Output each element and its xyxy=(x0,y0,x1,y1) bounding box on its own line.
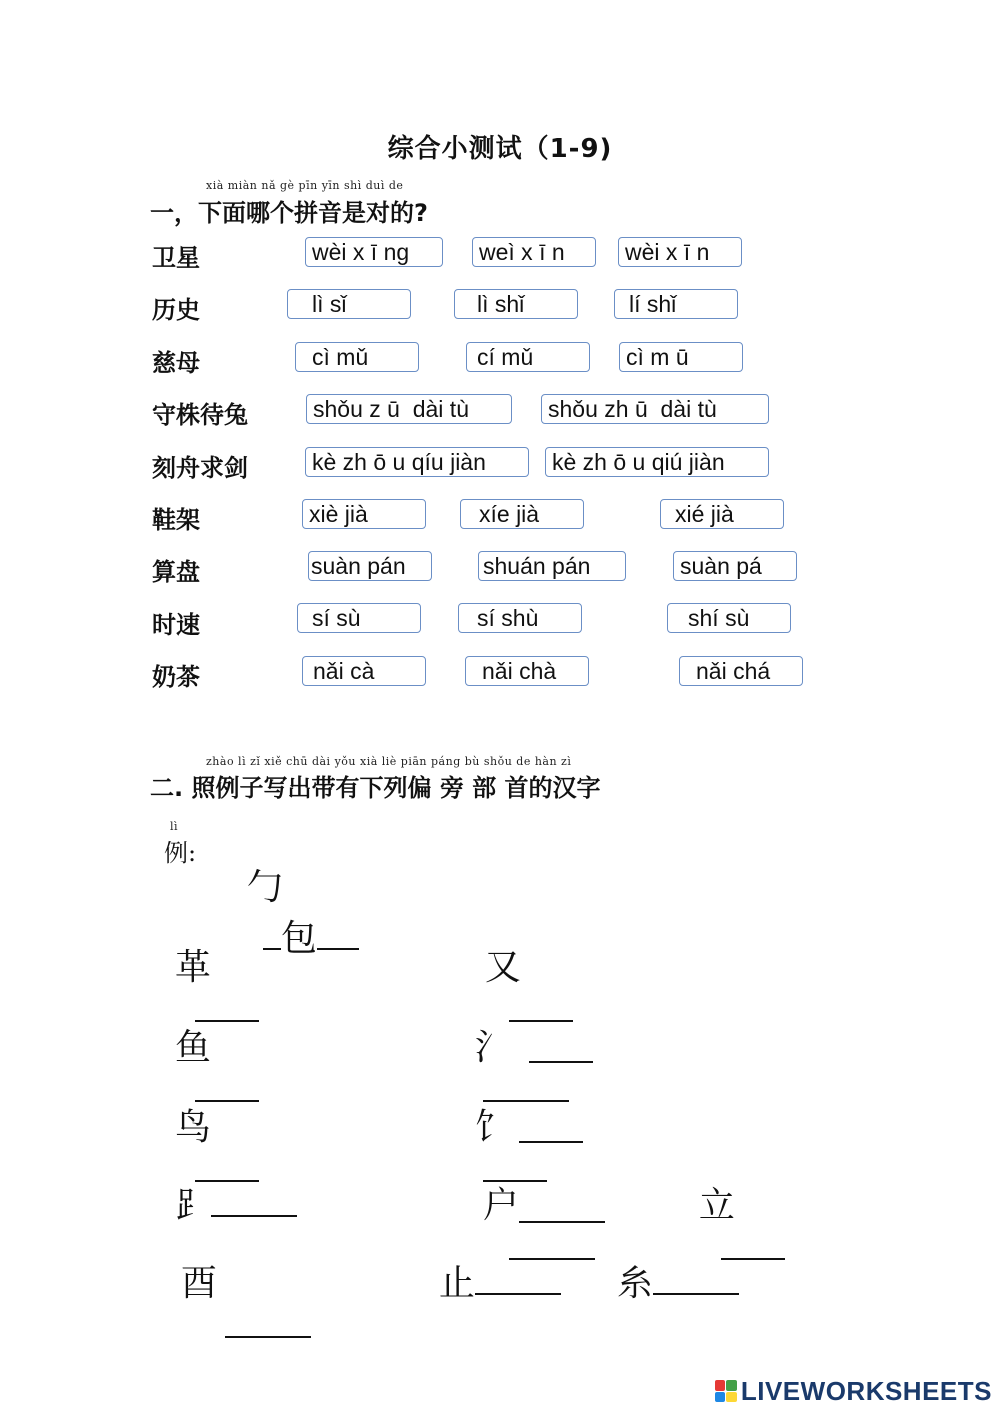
pinyin-option[interactable]: xíe jià xyxy=(460,499,584,529)
radical: 饣 xyxy=(474,1107,511,1148)
section2-heading: 二. 照例子写出带有下列偏 旁 部 首的汉字 xyxy=(150,774,601,802)
radical: 糸 xyxy=(616,1263,653,1304)
word-label: 历史 xyxy=(152,296,200,324)
radical: 鸟 xyxy=(174,1107,211,1148)
pinyin-option[interactable]: suàn pán xyxy=(308,551,432,581)
pinyin-option[interactable]: wèi x ī ng xyxy=(305,237,443,267)
pinyin-option[interactable]: wèi x ī n xyxy=(618,237,742,267)
word-label: 慈母 xyxy=(152,349,200,377)
pinyin-option[interactable]: suàn pá xyxy=(673,551,797,581)
word-label: 卫星 xyxy=(152,244,200,272)
word-label: 刻舟求剑 xyxy=(152,454,248,482)
pinyin-option[interactable]: sí shù xyxy=(458,603,582,633)
section1-pinyin: xià miàn nǎ gè pīn yīn shì duì de xyxy=(206,179,404,192)
pinyin-option[interactable]: shuán pán xyxy=(478,551,626,581)
logo-square xyxy=(715,1380,726,1391)
logo-icon xyxy=(715,1380,737,1402)
pinyin-option[interactable]: xié jià xyxy=(660,499,784,529)
pinyin-option[interactable]: cí mǔ xyxy=(466,342,590,372)
example-radical: 勹 xyxy=(246,867,283,908)
example-pinyin: lì xyxy=(170,820,179,833)
pinyin-option[interactable]: cì mǔ xyxy=(295,342,419,372)
word-label: 奶茶 xyxy=(152,663,200,691)
radical: 氵 xyxy=(474,1027,511,1068)
radical: ⻊ xyxy=(174,1185,211,1226)
answer-line xyxy=(263,944,281,950)
answer-blank[interactable] xyxy=(653,1289,739,1295)
page-title: 综合小测试（1-9) xyxy=(387,134,613,164)
pinyin-option[interactable]: lì sǐ xyxy=(287,289,411,319)
word-label: 时速 xyxy=(152,611,200,639)
example-label: 例: xyxy=(164,839,197,867)
radical: 酉 xyxy=(180,1263,217,1304)
radical: 户 xyxy=(482,1185,519,1226)
liveworksheets-logo[interactable] xyxy=(715,1376,992,1406)
pinyin-option[interactable]: lì shǐ xyxy=(454,289,578,319)
logo-square xyxy=(726,1392,737,1403)
pinyin-option[interactable]: cì m ū xyxy=(619,342,743,372)
pinyin-option[interactable]: weì x ī n xyxy=(472,237,596,267)
pinyin-option[interactable]: shǒu zh ū dài tù xyxy=(541,394,769,424)
pinyin-option[interactable]: nǎi cà xyxy=(302,656,426,686)
section2-pinyin: zhào lì zǐ xiě chū dài yǒu xià liè piān páng bù shǒu de hàn zì xyxy=(206,755,572,768)
answer-line xyxy=(317,944,359,950)
radical: 止 xyxy=(438,1263,475,1304)
section1-heading: 一，下面哪个拼音是对的? xyxy=(150,199,428,227)
logo-text: LIVEWORKSHEETS xyxy=(740,1375,992,1406)
pinyin-option[interactable]: nǎi chá xyxy=(679,656,803,686)
radical: 又 xyxy=(484,947,521,988)
pinyin-option[interactable]: nǎi chà xyxy=(465,656,589,686)
pinyin-option[interactable]: lí shǐ xyxy=(614,289,738,319)
logo-square xyxy=(726,1380,737,1391)
radical: 鱼 xyxy=(174,1027,211,1068)
pinyin-option[interactable]: shí sù xyxy=(667,603,791,633)
pinyin-option[interactable]: kè zh ō u qiú jiàn xyxy=(545,447,769,477)
word-label: 守株待兔 xyxy=(152,401,248,429)
radical: 革 xyxy=(174,947,211,988)
radical: 立 xyxy=(698,1185,735,1226)
pinyin-option[interactable]: xiè jià xyxy=(302,499,426,529)
answer-blank[interactable] xyxy=(475,1289,561,1295)
logo-square xyxy=(715,1392,726,1403)
pinyin-option[interactable]: kè zh ō u qíu jiàn xyxy=(305,447,529,477)
pinyin-option[interactable]: shǒu z ū dài tù xyxy=(306,394,512,424)
word-label: 算盘 xyxy=(152,558,200,586)
answer-blank[interactable] xyxy=(225,1332,311,1338)
word-label: 鞋架 xyxy=(152,506,200,534)
example-answer: 包 xyxy=(280,918,317,959)
pinyin-option[interactable]: sí sù xyxy=(297,603,421,633)
